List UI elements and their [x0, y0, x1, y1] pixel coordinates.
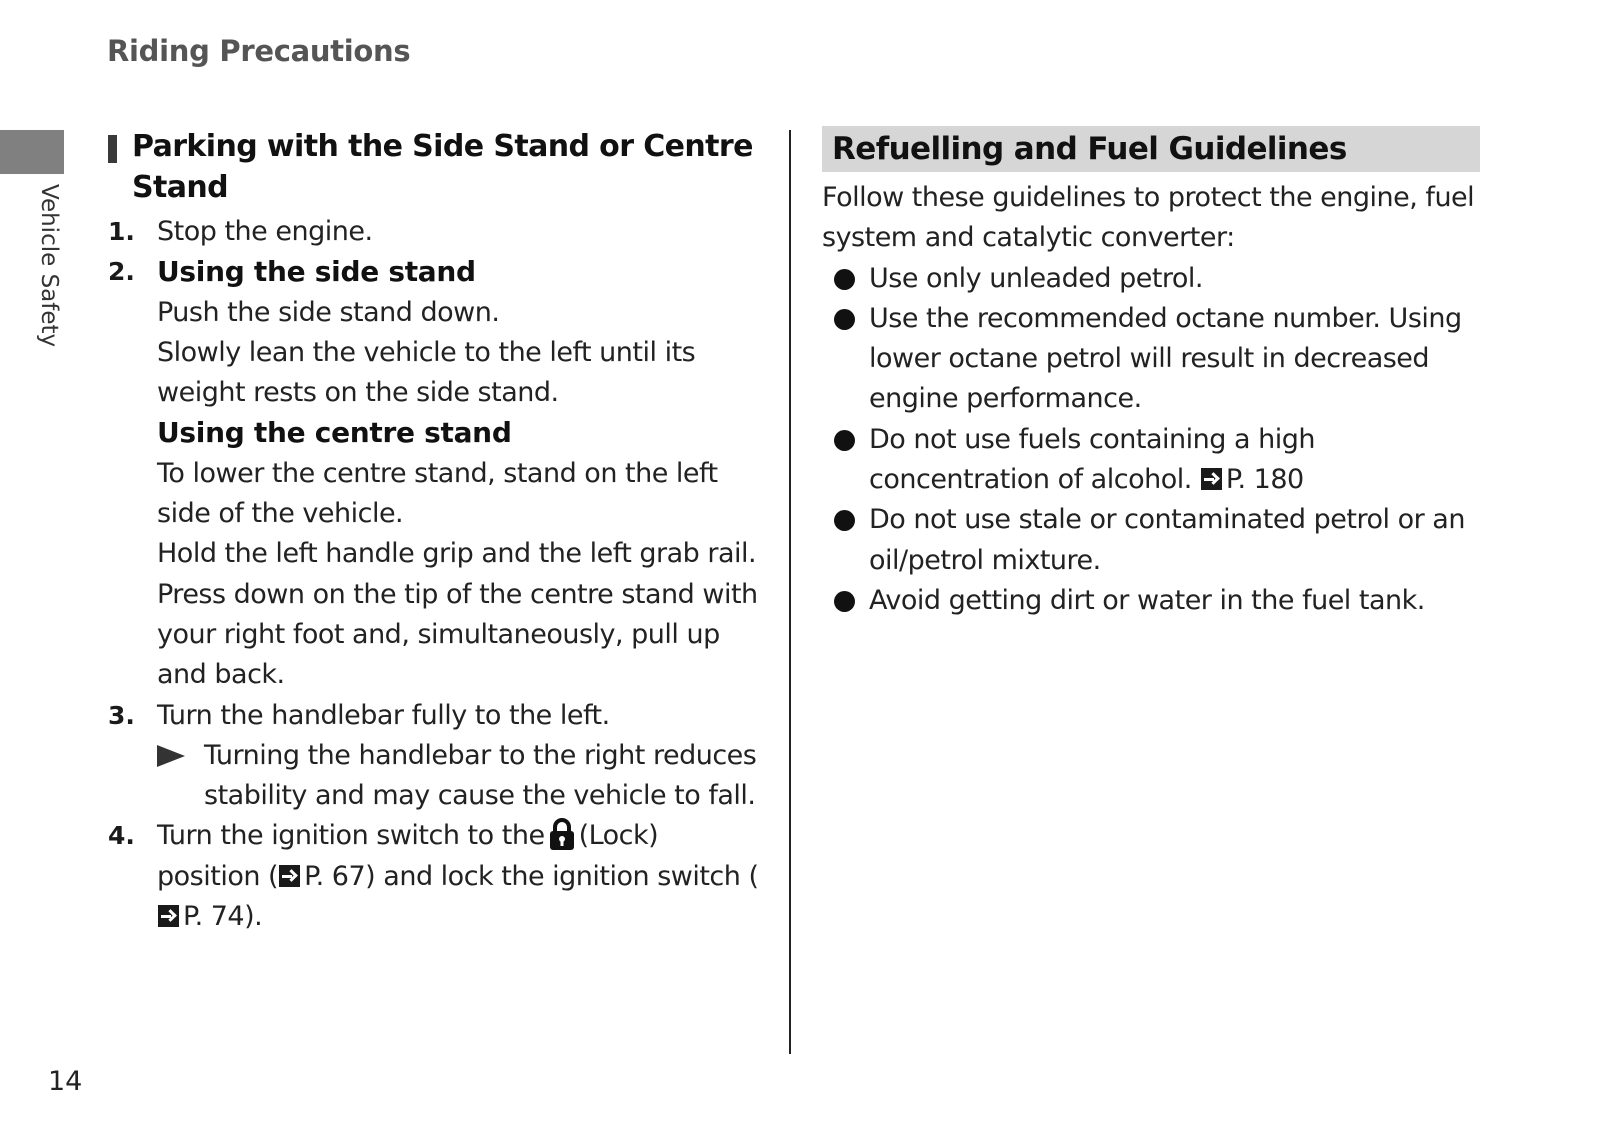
page-reference-arrow-icon	[279, 865, 300, 887]
page-reference-link[interactable]: P. 67	[304, 860, 366, 892]
parking-steps	[108, 212, 768, 937]
list-item	[822, 581, 1482, 621]
fuel-guidelines-list	[822, 259, 1482, 622]
page-reference-arrow-icon	[158, 905, 179, 927]
list-item-text-part: Do not use fuels containing a high concentration of alcohol.	[869, 423, 1315, 496]
bullet-icon	[834, 269, 855, 290]
centre-stand-instruction: Hold the left handle grip and the left grab rail.	[157, 538, 757, 570]
step-number: 1.	[108, 217, 135, 246]
list-item	[822, 500, 1482, 581]
step-number: 4.	[108, 821, 135, 851]
running-title: Riding Precautions	[107, 34, 411, 68]
step-text-part: ) and lock the ignition switch (	[365, 860, 759, 892]
centre-stand-instruction: To lower the centre stand, stand on the left side of the vehicle.	[157, 457, 718, 530]
handlebar-note	[157, 736, 768, 817]
list-item	[822, 299, 1482, 420]
refuelling-heading: Refuelling and Fuel Guidelines	[822, 126, 1480, 172]
page-reference-link[interactable]: P. 74	[183, 901, 245, 933]
page-number: 14	[48, 1066, 83, 1097]
list-item-text: Avoid getting dirt or water in the fuel tank.	[869, 584, 1425, 616]
list-item	[822, 259, 1482, 299]
column-divider	[789, 130, 791, 1054]
padlock-icon	[549, 818, 575, 850]
step-number: 2.	[108, 257, 135, 287]
step-text-part: ).	[244, 901, 263, 933]
side-stand-subheading: Using the side stand	[157, 255, 476, 289]
bullet-icon	[834, 510, 855, 531]
refuelling-section	[822, 126, 1482, 621]
centre-stand-instruction: Press down on the tip of the centre stand with your right foot and, simultaneously, pull up and back.	[157, 578, 758, 691]
parking-heading-text: Parking with the Side Stand or Centre Stand	[132, 129, 753, 205]
section-tab-label: Vehicle Safety	[36, 184, 62, 348]
page-reference-arrow-icon	[1201, 468, 1222, 490]
page-reference-link[interactable]: P. 180	[1225, 464, 1304, 496]
step-2	[108, 252, 768, 695]
list-item-text: Use only unleaded petrol.	[869, 262, 1204, 294]
list-item	[822, 420, 1482, 501]
parking-section	[108, 126, 768, 937]
step-number: 3.	[108, 700, 135, 730]
step-text: Stop the engine.	[157, 216, 373, 247]
centre-stand-subheading: Using the centre stand	[157, 416, 512, 450]
step-text: Turn the handlebar fully to the left.	[157, 699, 610, 731]
bullet-icon	[834, 591, 855, 612]
bullet-icon	[834, 430, 855, 451]
heading-bar-icon	[108, 135, 117, 163]
parking-heading	[108, 126, 768, 208]
step-3	[108, 696, 768, 817]
refuelling-intro: Follow these guidelines to protect the engine, fuel system and catalytic converter:	[822, 182, 1475, 254]
section-tab-marker	[0, 130, 64, 174]
list-item-text: Use the recommended octane number. Using lower octane petrol will result in decreased engine performance.	[869, 302, 1462, 415]
step-text-part: Turn the ignition switch to the	[157, 820, 545, 852]
step-4	[108, 816, 768, 937]
step-text	[157, 816, 768, 937]
note-text: Turning the handlebar to the right reduces stability and may cause the vehicle to fall.	[204, 739, 757, 812]
list-item-text: Do not use stale or contaminated petrol or an oil/petrol mixture.	[869, 504, 1465, 576]
step-text-part: (Lock) position (	[157, 820, 659, 892]
side-stand-instruction: Slowly lean the vehicle to the left until its weight rests on the side stand.	[157, 336, 696, 409]
step-1	[108, 212, 768, 252]
side-stand-instruction: Push the side stand down.	[157, 296, 500, 328]
bullet-icon	[834, 309, 855, 330]
triangle-arrow-icon	[157, 745, 185, 767]
list-item-text	[869, 420, 1482, 501]
